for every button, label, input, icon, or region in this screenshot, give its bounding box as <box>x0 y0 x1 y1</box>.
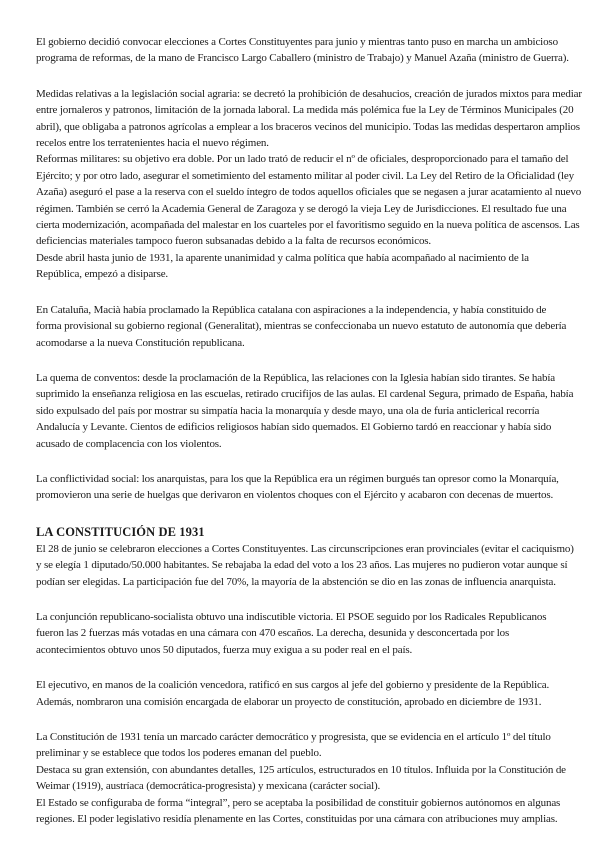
text-line: suprimido la enseñanza religiosa en las escuelas, retirado crucifijos de las aulas. El cardenal Segura, primado de España, había <box>36 388 574 401</box>
paragraph <box>36 151 582 249</box>
text-line: entre jornaleros y patronos, limitación de la jornada laboral. La medida más polémica fue la Ley de Términos Municipales (20 <box>36 104 574 117</box>
text-line: Medidas relativas a la legislación social agraria: se decretó la prohibición de desahucios, creación de jurados mixtos para mediar <box>36 87 582 100</box>
text-line: y se elegía 1 diputado/50.000 habitantes. Se rebajaba la edad del voto a los 23 años. Las mujeres no pudieron votar aunque sí <box>36 559 568 572</box>
text-line: Andalucía y Levante. Cientos de edificios religiosos habían sido quemados. El Gobierno tardó en reaccionar y había sido <box>36 421 552 434</box>
text-line: En Cataluña, Macià había proclamado la República catalana con aspiraciones a la independencia, y había constituido de <box>36 303 547 316</box>
text-line: El ejecutivo, en manos de la coalición vencedora, ratificó en sus cargos al jefe del gobierno y presidente de la República. <box>36 679 550 692</box>
text-line: promovieron una serie de huelgas que derivaron en violentos choques con el Ejército y acabaron con decenas de muertos. <box>36 489 554 502</box>
paragraph <box>36 541 576 590</box>
text-line: La conjunción republicano-socialista obtuvo una indiscutible victoria. El PSOE seguido por los Radicales Republicanos <box>36 610 547 623</box>
text-line: El Estado se configuraba de forma “integral”, pero se aceptaba la posibilidad de constituir gobiernos autónomos en algunas <box>36 796 561 809</box>
text-line: fueron las 2 fuerzas más votadas en una cámara con 470 escaños. La derecha, desunida y desconcertada por los <box>36 627 510 640</box>
paragraph <box>36 370 576 452</box>
text-line: preliminar y se establece que todos los poderes emanan del pueblo. <box>36 747 322 760</box>
text-line: República, empezó a disiparse. <box>36 268 169 281</box>
text-line: acontecimientos obtuvo unos 50 diputados, fuerza muy exigua a su poder real en el país. <box>36 643 413 656</box>
paragraph <box>36 471 576 504</box>
text-line: acomodarse a la nueva Constitución republicana. <box>36 336 245 349</box>
text-line: forma provisional su gobierno regional (Generalitat), mientras se confeccionaba un nuevo estatuto de autonomía que debería <box>36 320 567 333</box>
paragraph <box>36 677 576 710</box>
paragraph <box>36 250 576 283</box>
paragraph <box>36 86 582 152</box>
paragraph <box>36 762 576 795</box>
paragraph <box>36 302 576 351</box>
document-page <box>36 34 582 827</box>
paragraph <box>36 729 576 762</box>
text-line: recelos entre los terratenientes hacia el nuevo régimen. <box>36 137 269 150</box>
paragraph <box>36 795 576 828</box>
paragraph <box>36 609 576 658</box>
text-line: Destaca su gran extensión, con abundantes detalles, 125 artículos, estructurados en 10 títulos. Influida por la Constitución de <box>36 763 566 776</box>
text-line: acusado de complacencia con los violentos. <box>36 437 222 450</box>
text-line: El 28 de junio se celebraron elecciones a Cortes Constituyentes. Las circunscripciones eran provinciales (evitar el caciquismo) <box>36 542 574 555</box>
text-line: Desde abril hasta junio de 1931, la aparente unanimidad y calma política que había acompañado al nacimiento de la <box>36 251 529 264</box>
text-line: deficiencias materiales tampoco fueron subsanadas debido a la falta de recursos económicos. <box>36 235 432 248</box>
text-line: La Constitución de 1931 tenía un marcado carácter democrático y progresista, que se evidencia en el artículo 1º del título <box>36 731 551 743</box>
text-line: Azaña) aseguró el pase a la reserva con el sueldo íntegro de todos aquellos oficiales que se negasen a jurar acatamiento al nuevo <box>36 186 582 199</box>
section-heading <box>36 523 576 541</box>
paragraph <box>36 34 576 67</box>
text-line: La conflictividad social: los anarquistas, para los que la República era un régimen burgués tan opresor como la Monarquía, <box>36 472 559 485</box>
text-line: cierta modernización, acompañada del malestar en los cuarteles por el favoritismo seguido en la nueva política de ascensos. Las <box>36 219 580 232</box>
text-line: La quema de conventos: desde la proclamación de la República, las relaciones con la Iglesia habían sido tirantes. Se había <box>36 371 555 384</box>
text-line: Además, nombraron una comisión encargada de elaborar un proyecto de constitución, aprobado en diciembre de 1931. <box>36 695 542 708</box>
text-line: Weimar (1919), austríaca (democrática-progresista) y mexicana (carácter social). <box>36 780 381 793</box>
text-line: El gobierno decidió convocar elecciones a Cortes Constituyentes para junio y mientras tanto puso en marcha un ambicioso <box>36 36 558 48</box>
text-line: Reformas militares: su objetivo era doble. Por un lado trató de reducir el nº de oficiales, desproporcionado para el tamaño del <box>36 153 569 166</box>
text-line: programa de reformas, de la mano de Francisco Largo Caballero (ministro de Trabajo) y Manuel Azaña (ministro de Guerra). <box>36 52 569 65</box>
text-line: régimen. También se cerró la Academia General de Zaragoza y se derogó la vieja Ley de Jurisdicciones. El resultado fue una <box>36 202 567 215</box>
text-line: regiones. El poder legislativo residía plenamente en las Cortes, constituidas por una cámara con atribuciones muy amplias. <box>36 813 558 826</box>
text-line: abril), que obligaba a patronos agrícolas a emplear a los braceros vecinos del municipio. Todas las medidas despertaron amplios <box>36 120 580 133</box>
text-line: podían ser elegidas. La participación fue del 70%, la mayoría de la abstención se dio en las zonas de influencia anarquista. <box>36 575 556 588</box>
text-line: Ejército; y por otro lado, asegurar el sometimiento del estamento militar al poder civil. La Ley del Retiro de la Oficialidad (ley <box>36 169 574 182</box>
text-line: sido expulsado del país por mostrar su simpatía hacia la monarquía y desde mayo, una ola de furia anticlerical recorría <box>36 404 540 417</box>
text-line: LA CONSTITUCIÓN DE 1931 <box>36 524 205 539</box>
